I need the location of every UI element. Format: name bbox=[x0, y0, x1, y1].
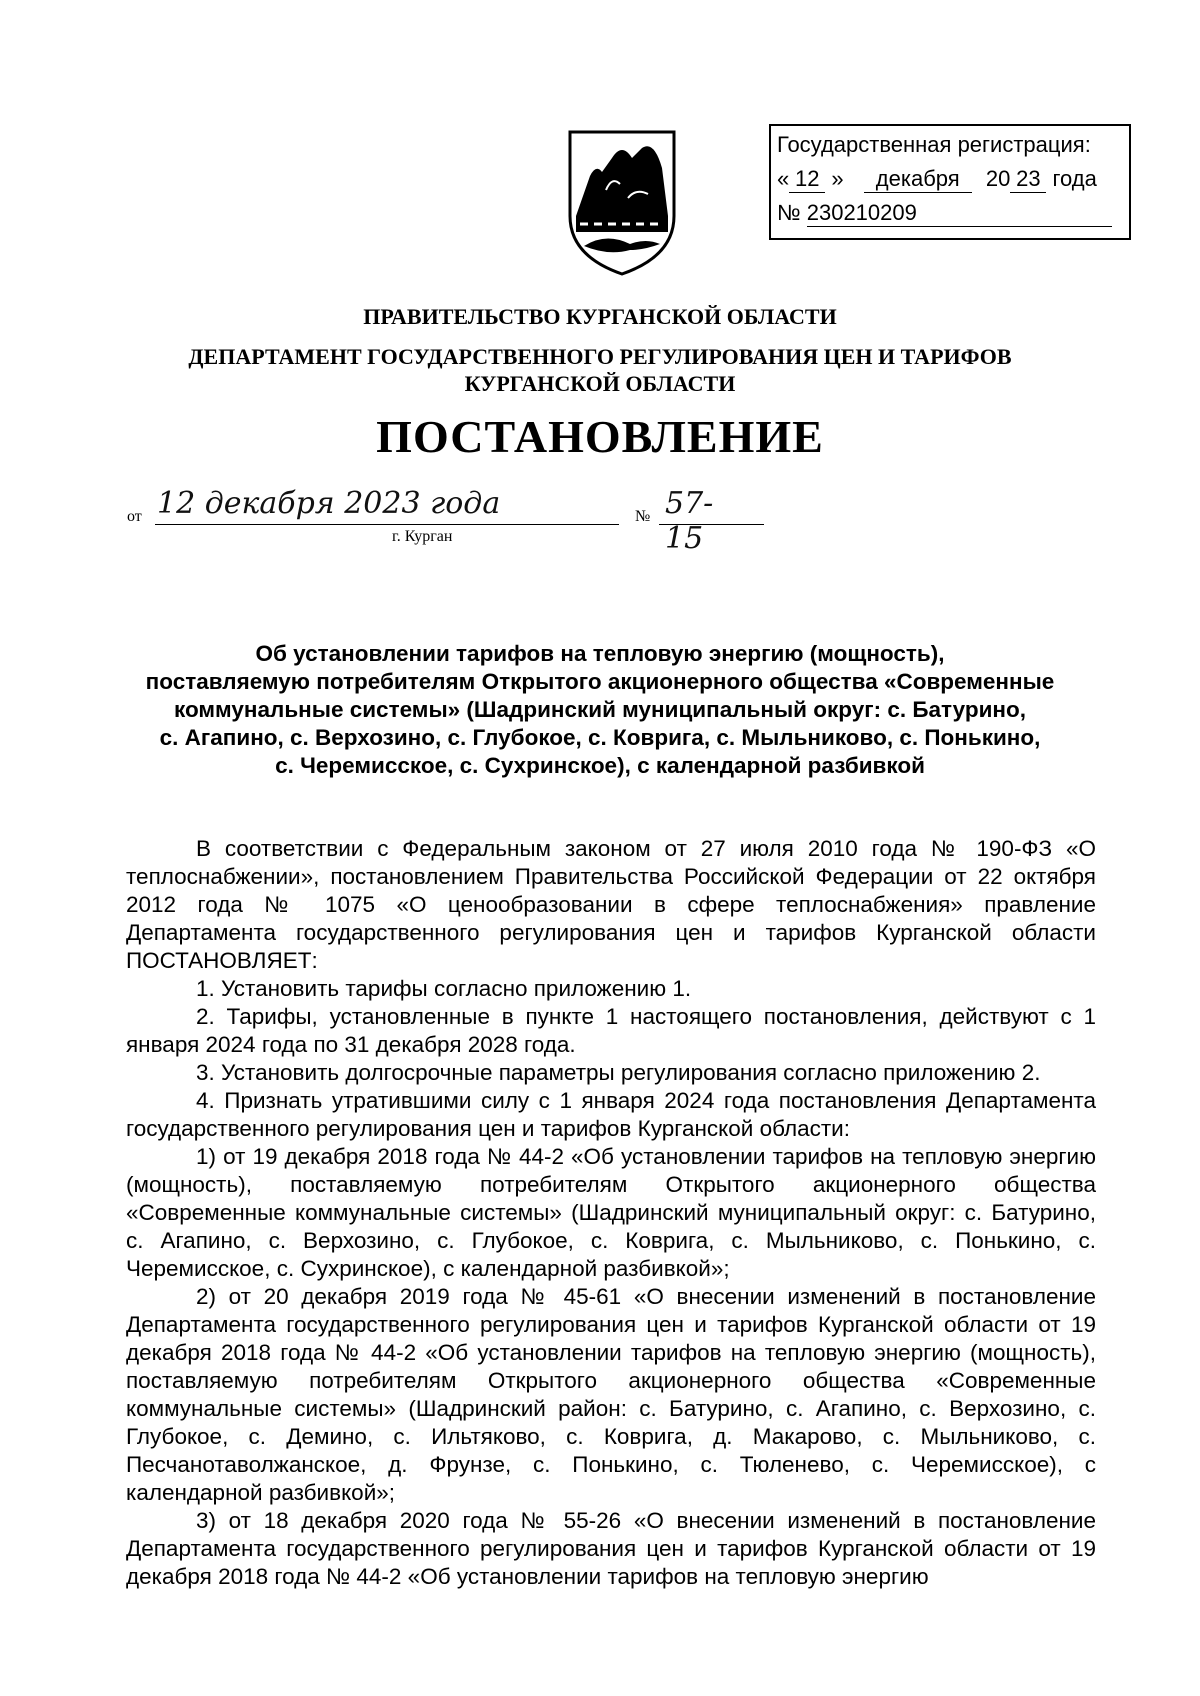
registration-month: декабря bbox=[864, 166, 972, 193]
handwritten-date: 12 декабря 2023 года bbox=[157, 486, 501, 521]
subject-line: с. Черемисское, с. Сухринское), с календарной разбивкой bbox=[275, 753, 925, 778]
subject-line: Об установлении тарифов на тепловую энергию (мощность), bbox=[255, 641, 945, 666]
handwritten-number: 57-15 bbox=[665, 486, 714, 556]
registration-day: 12 bbox=[789, 166, 825, 193]
body-paragraph-item-2: 2. Тарифы, установленные в пункте 1 настоящего постановления, действуют с 1 января 2024 года по 31 декабря 2028 года. bbox=[126, 1004, 1096, 1057]
registration-date-row bbox=[777, 162, 1123, 196]
department-name-line1: ДЕПАРТАМЕНТ ГОСУДАРСТВЕННОГО РЕГУЛИРОВАНИЯ ЦЕН И ТАРИФОВ bbox=[188, 344, 1012, 369]
registration-number: 230210209 bbox=[807, 200, 1112, 227]
subject-line: с. Агапино, с. Верхозино, с. Глубокое, с. Коврига, с. Мыльниково, с. Понькино, bbox=[159, 725, 1041, 750]
body-paragraph-subitem-3: 3) от 18 декабря 2020 года № 55-26 «О внесении изменений в постановление Департамента государственного регулирования цен и тарифов Курганской области от 19 декабря 2018 года № 44-2 «Об установлении тарифов на тепловую энергию bbox=[126, 1508, 1096, 1589]
body-paragraph-item-4: 4. Признать утратившими силу с 1 января 2024 года постановления Департамента государственного регулирования цен и тарифов Курганской области: bbox=[126, 1088, 1096, 1141]
subject-line: коммунальные системы» (Шадринский муниципальный округ: с. Батурино, bbox=[174, 697, 1026, 722]
government-name: ПРАВИТЕЛЬСТВО КУРГАНСКОЙ ОБЛАСТИ bbox=[363, 304, 837, 329]
department-name-line2: КУРГАНСКОЙ ОБЛАСТИ bbox=[464, 371, 736, 396]
registration-year-suffix: 23 bbox=[1010, 166, 1046, 193]
document-type-title: ПОСТАНОВЛЕНИЕ bbox=[376, 411, 824, 462]
quote-close: » bbox=[831, 166, 844, 191]
resolution-subject bbox=[120, 640, 1080, 780]
body-paragraph-subitem-2: 2) от 20 декабря 2019 года № 45-61 «О внесении изменений в постановление Департамента государственного регулирования цен и тарифов Курганской области от 19 декабря 2018 года № 44-2 «Об установлении тарифов на тепловую энергию (мощность), поставляемую потребителям Открытого акционерного общества «Современные коммунальные системы» (Шадринский район: с. Батурино, с. Агапино, с. Верхозино, с. Глубокое, с. Демино, с. Ильтяково, с. Коврига, д. Макарово, с. Мыльниково, с. Песчанотаволжанское, д. Фрунзе, с. Понькино, с. Тюленево, с. Черемисское), с календарной разбивкой»; bbox=[126, 1284, 1096, 1505]
registration-year-word: года bbox=[1052, 166, 1097, 191]
city-name: г. Курган bbox=[392, 528, 453, 545]
registration-number-row bbox=[777, 196, 1123, 230]
body-paragraph-subitem-1: 1) от 19 декабря 2018 года № 44-2 «Об установлении тарифов на тепловую энергию (мощность), поставляемую потребителям Открытого акционерного общества «Современные коммунальные системы» (Шадринский муниципальный округ: с. Батурино, с. Агапино, с. Верхозино, с. Глубокое, с. Коврига, с. Мыльниково, с. Понькино, с. Черемисское, с. Сухринское), с календарной разбивкой»; bbox=[126, 1144, 1096, 1281]
department-name bbox=[0, 343, 1200, 397]
body-paragraph-item-3: 3. Установить долгосрочные параметры регулирования согласно приложению 2. bbox=[196, 1060, 1041, 1085]
coat-of-arms-icon bbox=[566, 128, 678, 278]
number-underline bbox=[659, 524, 764, 525]
number-sign: № bbox=[635, 508, 651, 525]
quote-open: « bbox=[777, 166, 790, 191]
state-registration-box bbox=[769, 124, 1131, 240]
registration-year-prefix: 20 bbox=[985, 166, 1011, 191]
body-paragraph-preamble: В соответствии с Федеральным законом от 27 июля 2010 года № 190-ФЗ «О теплоснабжении», постановлением Правительства Российской Федерации от 22 октября 2012 года № 1075 «О ценообразовании в сфере теплоснабжения» правление Департамента государственного регулирования цен и тарифов Курганской области ПОСТАНОВЛЯЕТ: bbox=[126, 836, 1096, 973]
body-paragraph-item-1: 1. Установить тарифы согласно приложению 1. bbox=[196, 976, 692, 1001]
subject-line: поставляемую потребителям Открытого акционерного общества «Современные bbox=[145, 669, 1055, 694]
date-prefix: от bbox=[127, 508, 142, 525]
registration-label: Государственная регистрация: bbox=[777, 132, 1091, 157]
date-number-line bbox=[127, 486, 714, 556]
registration-number-sign: № bbox=[777, 200, 801, 225]
date-underline bbox=[155, 524, 619, 525]
resolution-body bbox=[126, 835, 1096, 1591]
